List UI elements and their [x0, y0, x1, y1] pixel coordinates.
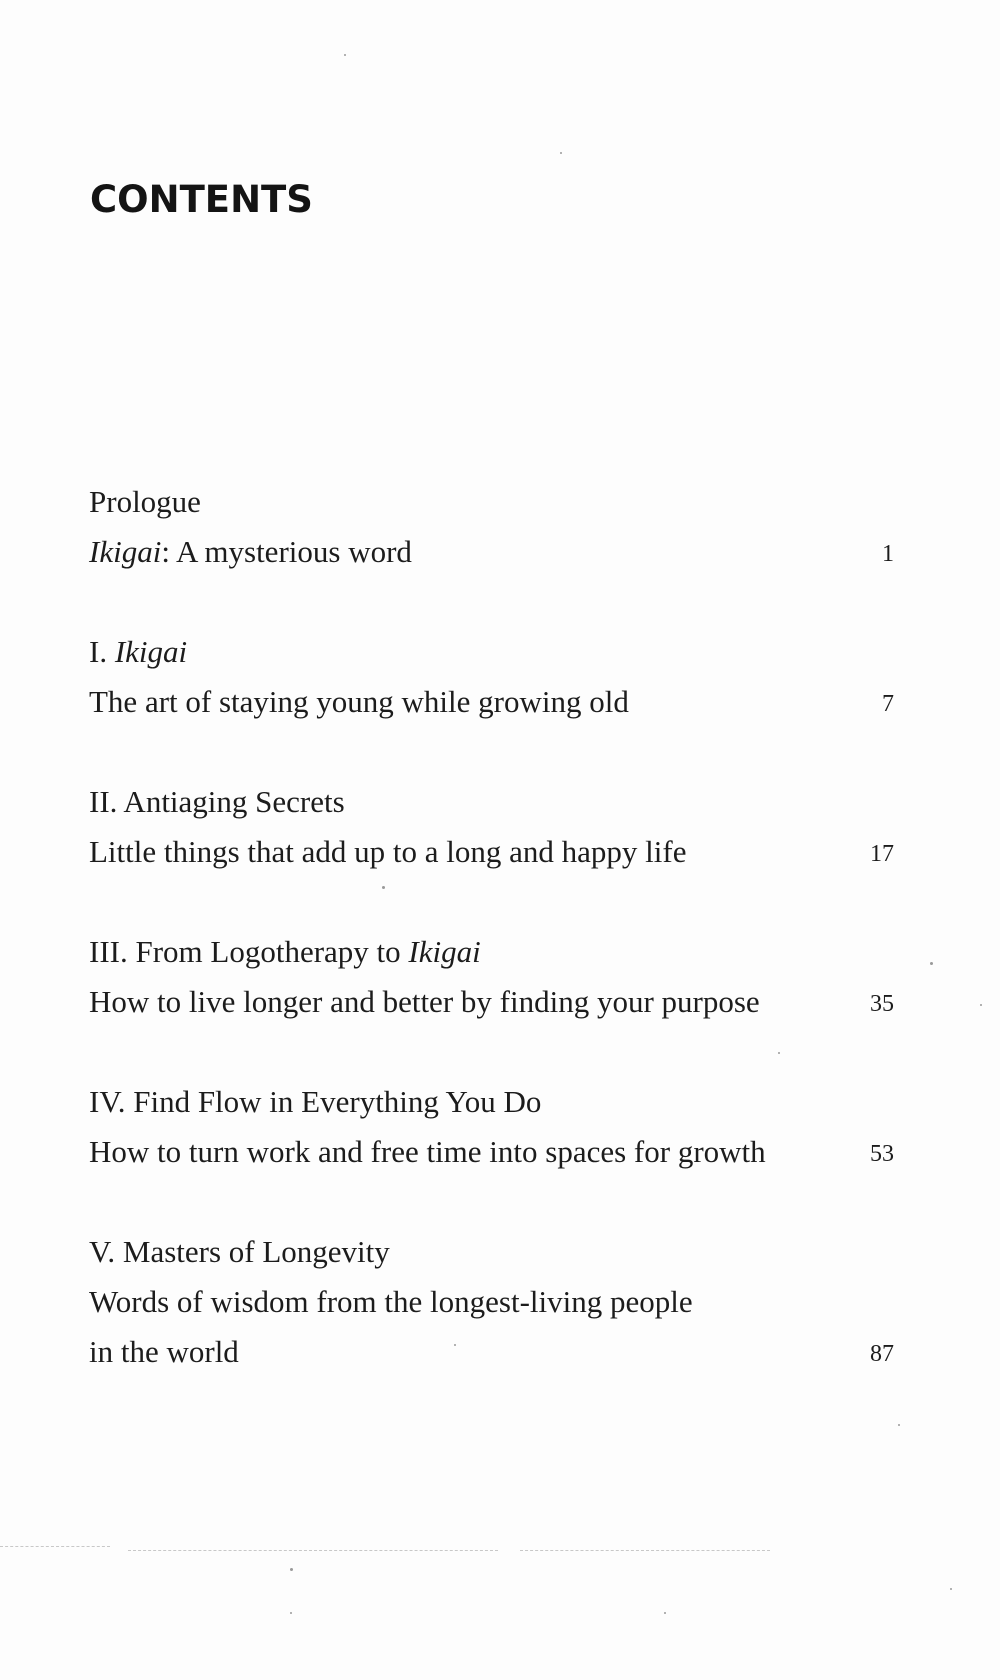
toc-entry-part: IV. Find Flow in Everything You Do	[89, 1084, 542, 1119]
scan-artifact-line	[520, 1550, 770, 1552]
toc-entry-part: Prologue	[89, 484, 201, 519]
toc-entry-part: V. Masters of Longevity	[89, 1234, 390, 1269]
toc-entry-page-number: 35	[870, 991, 894, 1017]
toc-entry-page-number: 53	[870, 1141, 894, 1167]
scan-speck	[898, 1424, 900, 1426]
toc-entry-subtitle-continued: in the world	[89, 1334, 239, 1369]
scan-speck	[560, 152, 562, 154]
toc-entry-page-number: 87	[870, 1341, 894, 1367]
toc-entry-page-number: 7	[882, 691, 894, 717]
scan-speck	[290, 1612, 292, 1614]
toc-entry-part: III. From Logotherapy to Ikigai	[89, 934, 481, 969]
scan-artifact-line	[0, 1546, 110, 1548]
toc-entry-subtitle: Little things that add up to a long and happy life	[89, 834, 687, 869]
toc-entry-part: I. Ikigai	[89, 634, 188, 669]
scan-speck	[778, 1052, 780, 1054]
toc-entry-page-number: 1	[882, 541, 894, 567]
toc-entry-subtitle: How to live longer and better by finding your purpose	[89, 984, 760, 1019]
scan-speck	[344, 54, 346, 56]
toc-entry-subtitle: How to turn work and free time into spaces for growth	[89, 1134, 766, 1169]
scan-speck	[454, 1344, 456, 1346]
scan-speck	[930, 962, 933, 965]
toc-entry-page-number: 17	[870, 841, 894, 867]
scan-speck	[290, 1568, 293, 1571]
toc-entry-part: II. Antiaging Secrets	[89, 784, 345, 819]
scan-artifact-line	[128, 1550, 498, 1552]
scan-speck	[980, 1004, 982, 1006]
toc-entry-subtitle: Ikigai: A mysterious word	[89, 534, 412, 569]
toc-entry-subtitle: Words of wisdom from the longest-living people	[89, 1284, 693, 1319]
scan-speck	[950, 1588, 952, 1590]
toc-entry-subtitle: The art of staying young while growing old	[89, 684, 629, 719]
scan-speck	[664, 1612, 666, 1614]
contents-heading: CONTENTS	[90, 178, 313, 221]
scan-speck	[382, 886, 385, 889]
